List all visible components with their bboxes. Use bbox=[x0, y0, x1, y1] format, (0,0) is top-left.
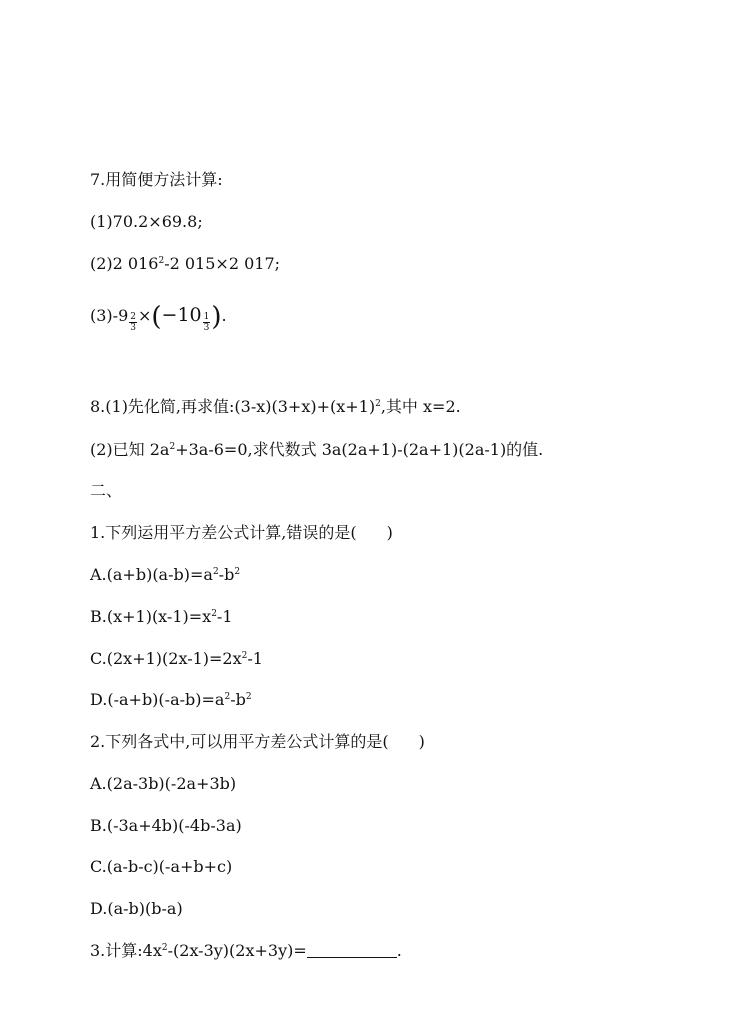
s2-option-b: B.(-3a+4b)(-4b-3a) bbox=[90, 816, 242, 835]
fraction-one-third: $\frac{1}{3}$ bbox=[203, 312, 210, 333]
s1-option-d: $D.(-a+b)(-a-b)=a^2-b^2$ bbox=[90, 690, 252, 709]
s1-option-b: $B.(x+1)(x-1)=x^2-1$ bbox=[90, 607, 233, 626]
q7-title: 7.用简便方法计算: bbox=[90, 170, 223, 189]
s2-option-c: C.(a-b-c)(-a+b+c) bbox=[90, 857, 233, 876]
s2-option-a: A.(2a-3b)(-2a+3b) bbox=[90, 774, 237, 793]
section-heading: 二、 bbox=[90, 481, 123, 500]
q8-part1: 8.(1)先化简,再求值$:(3-x)(3+x)+(x+1)^2$,其中 x=2. bbox=[90, 397, 461, 416]
fraction-two-thirds: $\frac{2}{3}$ bbox=[130, 312, 136, 333]
s3-stem: 3.计算$:4x^2-(2x-3y)(2x+3y)=$ . bbox=[90, 941, 402, 960]
q8-part2: (2)已知 $2a^2+3a-6=0$,求代数式 3a(2a+1)-(2a+1)(2a-1)的值. bbox=[90, 440, 544, 459]
s1-option-a: $A.(a+b)(a-b)=a^2-b^2$ bbox=[90, 565, 241, 584]
s2-option-d: D.(a-b)(b-a) bbox=[90, 899, 183, 918]
answer-blank[interactable] bbox=[307, 943, 397, 958]
s1-option-c: $C.(2x+1)(2x-1)=2x^2-1$ bbox=[90, 649, 263, 668]
s1-stem: 1.下列运用平方差公式计算,错误的是( ) bbox=[90, 523, 393, 542]
q7-part3: (3)-9 $\frac{2}{3}$ ×(−10 $\frac{1}{3}$ ). bbox=[90, 302, 227, 333]
q7-part1: (1)70.2×69.8; bbox=[90, 212, 203, 231]
s2-stem: 2.下列各式中,可以用平方差公式计算的是( ) bbox=[90, 732, 425, 751]
q7-part2: (2)2 $016^2-2$ 015×2 017; bbox=[90, 254, 281, 273]
